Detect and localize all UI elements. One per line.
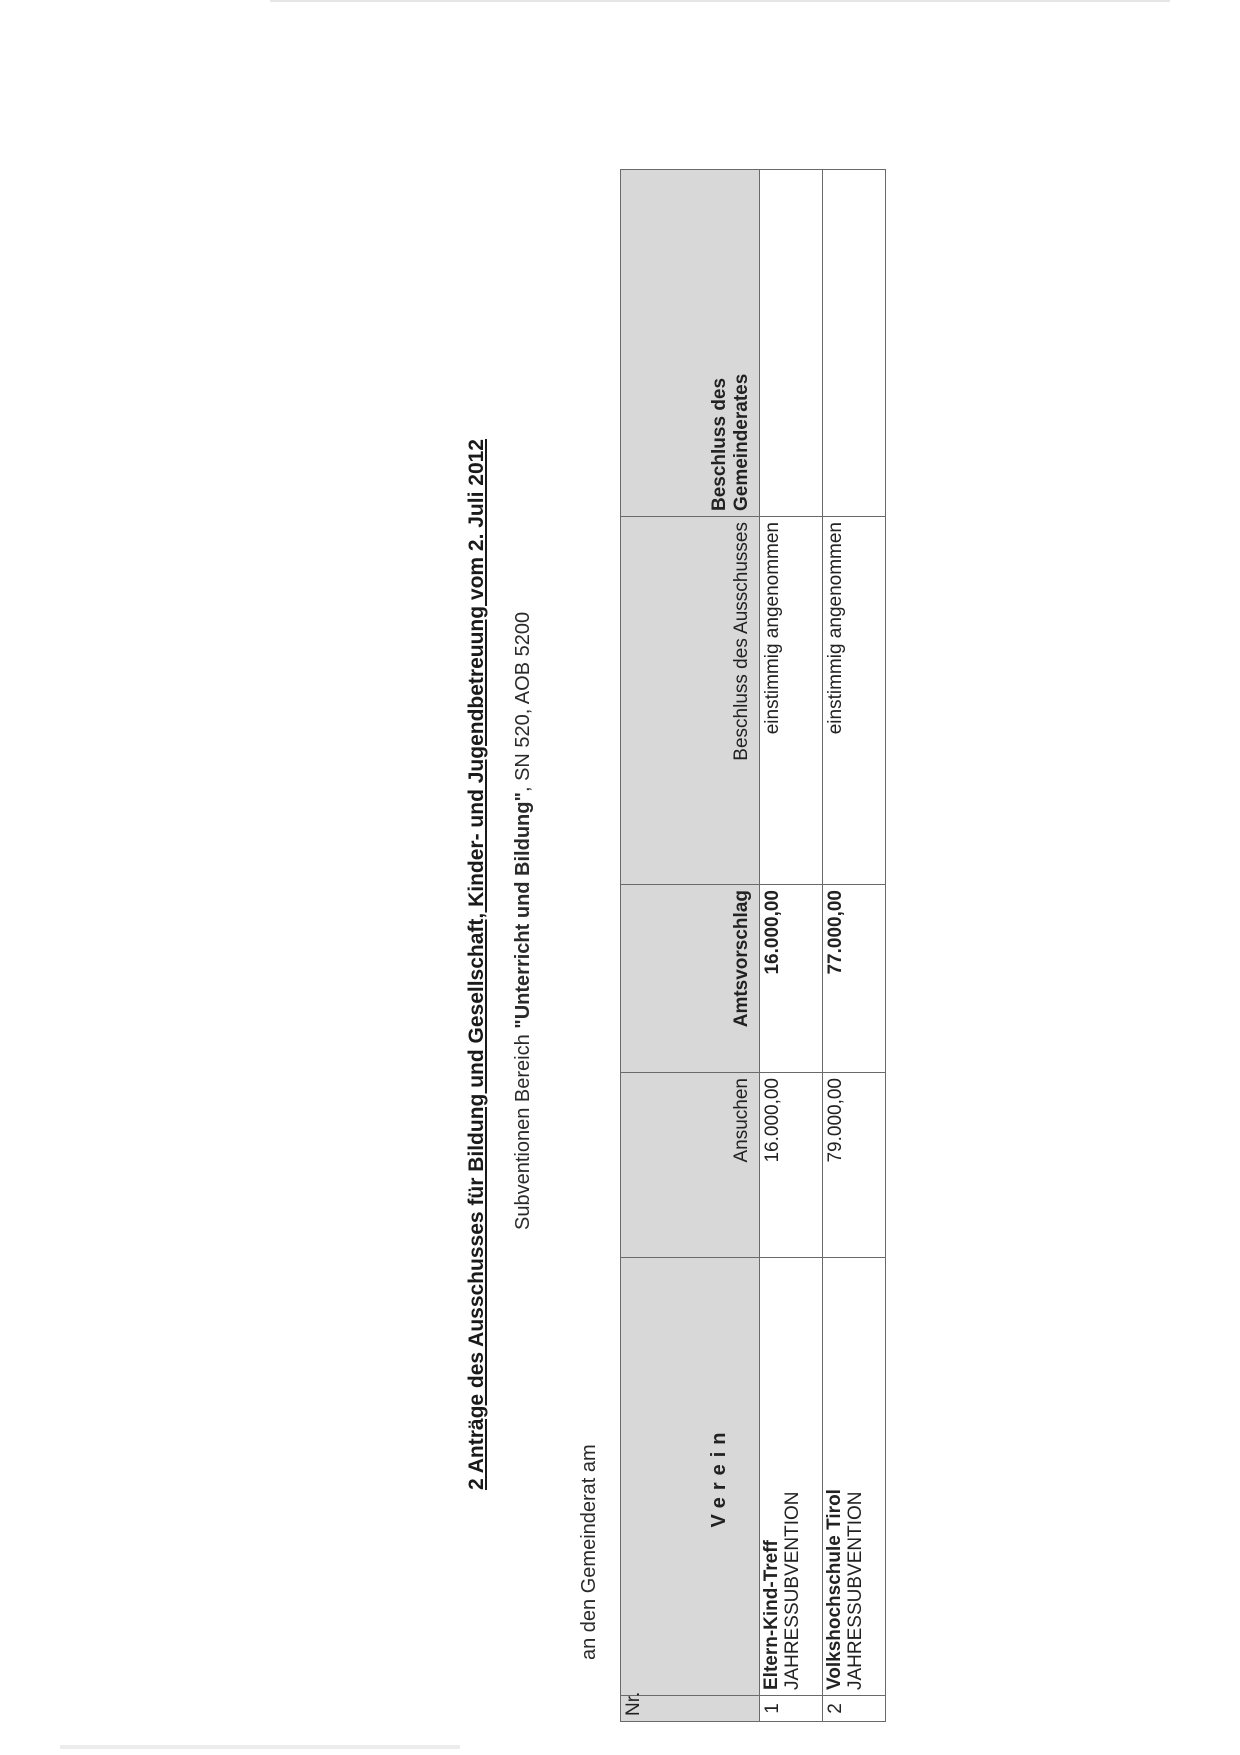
table-row (823, 170, 886, 1722)
row-amtsvorschlag: 16.000,00 (760, 885, 823, 1073)
verein-name: Eltern-Kind-Treff (761, 1540, 782, 1690)
row-beschluss-ausschuss: einstimmig angenommen (823, 517, 886, 885)
table-row (760, 170, 823, 1722)
table-header-row (621, 170, 760, 1722)
row-nr: 1 (760, 1696, 823, 1722)
row-ansuchen: 79.000,00 (823, 1073, 886, 1258)
header-verein: Verein (621, 1258, 760, 1696)
subvention-type: JAHRESSUBVENTION (781, 1491, 803, 1690)
grants-table (620, 169, 886, 1722)
row-amtsvorschlag: 77.000,00 (823, 885, 886, 1073)
header-beschluss-gemeinderat-line1: Beschluss des (709, 377, 731, 511)
header-beschluss-gemeinderat (621, 170, 760, 517)
document-subtitle (512, 230, 535, 1230)
subtitle-area: "Unterricht und Bildung" (512, 792, 534, 1029)
row-ansuchen: 16.000,00 (760, 1073, 823, 1258)
verein-name: Volkshochschule Tirol (824, 1489, 845, 1690)
row-verein (823, 1258, 886, 1696)
row-beschluss-ausschuss: einstimmig angenommen (760, 517, 823, 885)
council-date-line: an den Gemeinderat am (578, 1444, 600, 1660)
header-amtsvorschlag: Amtsvorschlag (621, 885, 760, 1073)
row-beschluss-gemeinderat (823, 170, 886, 517)
row-beschluss-gemeinderat (760, 170, 823, 517)
row-verein (760, 1258, 823, 1696)
header-beschluss-gemeinderat-line2: Gemeinderates (731, 373, 753, 511)
subtitle-prefix: Subventionen Bereich (512, 1028, 534, 1230)
subvention-type: JAHRESSUBVENTION (844, 1491, 866, 1690)
header-beschluss-ausschuss: Beschluss des Ausschusses (621, 517, 760, 885)
header-nr: Nr. (621, 1696, 760, 1722)
subtitle-suffix: , SN 520, AOB 5200 (512, 611, 534, 793)
header-ansuchen: Ansuchen (621, 1073, 760, 1258)
document-title: 2 Anträge des Ausschusses für Bildung und Gesellschaft, Kinder- und Jugendbetreuung vom 2. Juli 2012 (465, 439, 488, 1490)
row-nr: 2 (823, 1696, 886, 1722)
